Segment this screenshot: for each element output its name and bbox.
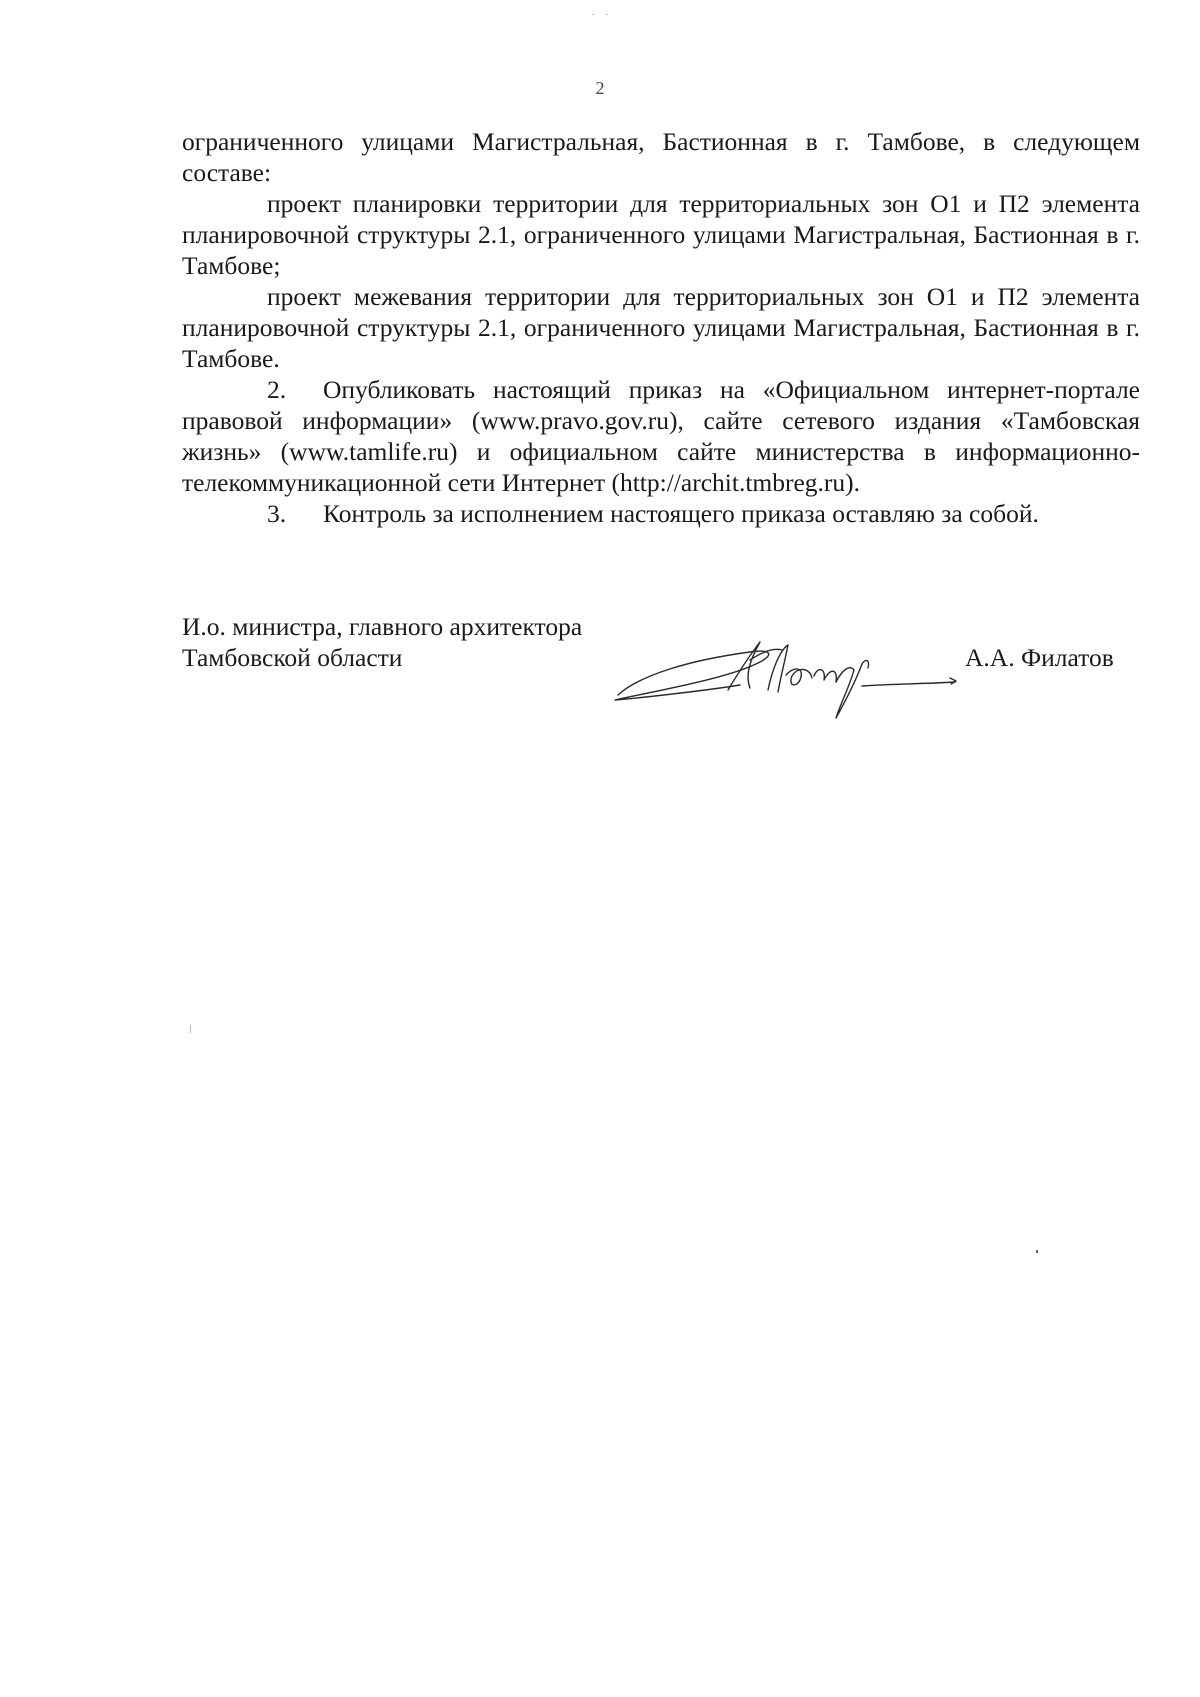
list-item-number: 2. — [267, 375, 287, 404]
list-item-number: 3. — [267, 499, 287, 528]
scan-artifact — [190, 1025, 191, 1033]
list-item-control — [182, 498, 1140, 529]
scan-artifact — [592, 14, 594, 15]
signatory-position-line-1: И.о. министра, главного архитектора — [182, 612, 583, 641]
handwritten-signature — [600, 630, 960, 725]
page-number: 2 — [595, 78, 605, 98]
paragraph-continuation: ограниченного улицами Магистральная, Бастионная в г. Тамбове, в следующем составе: — [182, 127, 1140, 187]
signatory-position — [182, 611, 582, 673]
list-item-text: Опубликовать настоящий приказ на «Официальном интернет-портале правовой информации» (www.pravo.gov.ru), сайте сетевого издания «Тамбовская жизнь» (www.tamlife.ru) и официальном сайте министерства в информационно-телекоммуникационной сети Интернет (http://archit.tmbreg.ru). — [182, 375, 1140, 497]
scan-artifact — [1036, 1250, 1038, 1253]
scan-artifact — [606, 14, 608, 15]
document-body — [182, 126, 1140, 529]
list-item-text: Контроль за исполнением настоящего приказа оставляю за собой. — [323, 499, 1039, 528]
signatory-position-line-2: Тамбовской области — [182, 643, 403, 672]
signatory-name: А.А. Филатов — [965, 643, 1114, 672]
paragraph-surveying-project: проект межевания территории для территориальных зон О1 и П2 элемента планировочной структуры 2.1, ограниченного улицами Магистральная, Бастионная в г. Тамбове. — [182, 282, 1140, 373]
paragraph-planning-project: проект планировки территории для территориальных зон О1 и П2 элемента планировочной структуры 2.1, ограниченного улицами Магистральная, Бастионная в г. Тамбове; — [182, 189, 1140, 280]
list-item-publish — [182, 374, 1140, 498]
